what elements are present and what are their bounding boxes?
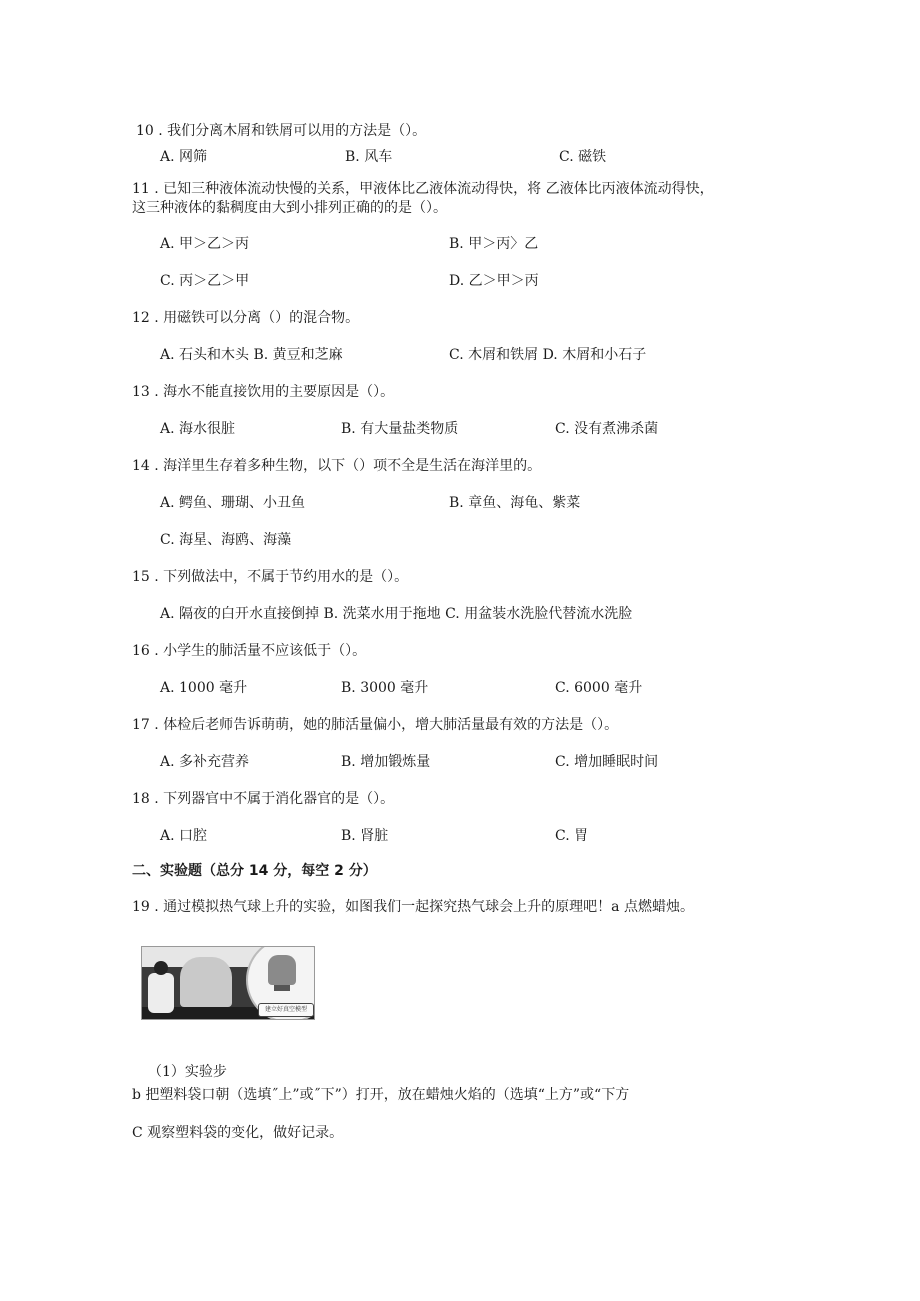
lamp-shape: [268, 955, 296, 985]
q17-option-c: C. 增加睡眠时间: [555, 754, 659, 770]
q18-option-b: B. 肾脏: [341, 828, 389, 844]
q11-option-d: D. 乙＞甲＞丙: [449, 273, 539, 289]
question-15-stem: 15 . 下列做法中，不属于节约用水的是（）。: [132, 569, 409, 585]
question-17-stem: 17 . 体检后老师告诉萌萌，她的肺活量偏小，增大肺活量最有效的方法是（）。: [132, 717, 619, 733]
photo-caption-tag: 建立好真空模型: [258, 1003, 314, 1017]
question-11-stem: 11 . 已知三种液体流动快慢的关系，甲液体比乙液体流动得快，将 乙液体比丙液体流动得快，: [132, 181, 714, 197]
q16-option-c: C. 6000 毫升: [555, 680, 643, 696]
q11-option-c: C. 丙＞乙＞甲: [160, 273, 250, 289]
question-19-stem: 19 . 通过模拟热气球上升的实验，如图我们一起探究热气球会上升的原理吧！a 点燃蜡烛。: [132, 899, 694, 915]
q13-option-a: A. 海水很脏: [160, 421, 236, 437]
q15-options: A. 隔夜的白开水直接倒掉 B. 洗菜水用于拖地 C. 用盆装水洗脸代替流水洗脸: [160, 606, 633, 622]
lamp-base-shape: [274, 985, 290, 991]
q10-option-c: C. 磁铁: [559, 149, 607, 165]
q14-option-a: A. 鳄鱼、珊瑚、小丑鱼: [160, 495, 306, 511]
q14-option-b: B. 章鱼、海龟、紫菜: [449, 495, 581, 511]
q10-option-b: B. 风车: [345, 149, 393, 165]
question-14-stem: 14 . 海洋里生存着多种生物，以下（）项不全是生活在海洋里的。: [132, 458, 542, 474]
experiment-photo: [141, 946, 315, 1020]
q14-option-c: C. 海星、海鸥、海藻: [160, 532, 292, 548]
q16-option-a: A. 1000 毫升: [160, 680, 248, 696]
q16-option-b: B. 3000 毫升: [341, 680, 429, 696]
q17-option-b: B. 增加锻炼量: [341, 754, 431, 770]
q13-option-b: B. 有大量盐类物质: [341, 421, 459, 437]
question-16-stem: 16 . 小学生的肺活量不应该低于（）。: [132, 643, 367, 659]
q17-option-a: A. 多补充营养: [160, 754, 250, 770]
step-c: C 观察塑料袋的变化，做好记录。: [132, 1125, 344, 1141]
question-12-stem: 12 . 用磁铁可以分离（）的混合物。: [132, 310, 360, 326]
question-13-stem: 13 . 海水不能直接饮用的主要原因是（）。: [132, 384, 395, 400]
step-b: b 把塑料袋口朝（选填˝上”或˝下”）打开，放在蜡烛火焰的（选填“上方”或“下方: [132, 1087, 630, 1103]
plastic-bag-shape: [180, 957, 232, 1007]
q11-option-b: B. 甲＞丙〉乙: [449, 236, 539, 252]
question-11-stem-line2: 这三种液体的黏稠度由大到小排列正确的的是（）。: [132, 200, 447, 216]
question-10-stem: 10 . 我们分离木屑和铁屑可以用的方法是（）。: [136, 123, 427, 139]
q11-option-a: A. 甲＞乙＞丙: [160, 236, 250, 252]
person-head-shape: [154, 961, 168, 975]
q12-options-ab: A. 石头和木头 B. 黄豆和芝麻: [160, 347, 343, 363]
person-shape: [148, 973, 174, 1013]
question-18-stem: 18 . 下列器官中不属于消化器官的是（）。: [132, 791, 395, 807]
q18-option-a: A. 口腔: [160, 828, 208, 844]
q13-option-c: C. 没有煮沸杀菌: [555, 421, 659, 437]
step-label: （1）实验步: [148, 1064, 227, 1080]
q18-option-c: C. 胃: [555, 828, 589, 844]
q10-option-a: A. 网筛: [160, 149, 208, 165]
q12-options-cd: C. 木屑和铁屑 D. 木屑和小石子: [449, 347, 647, 363]
section-2-heading: 二、实验题（总分 14 分，每空 2 分）: [132, 863, 377, 879]
